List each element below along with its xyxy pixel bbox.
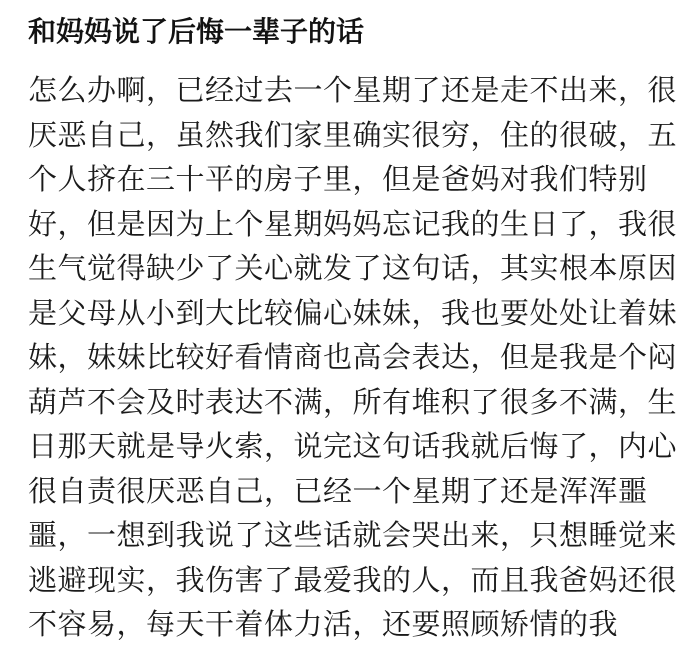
body-line: 逃避现实，我伤害了最爱我的人，而且我爸妈还很 — [28, 562, 678, 597]
body-line: 是父母从小到大比较偏心妹妹，我也要处处让着妹 — [28, 295, 678, 330]
body-line: 日那天就是导火索，说完这句话我就后悔了，内心 — [28, 429, 678, 463]
body-line: 生气觉得缺少了关心就发了这句话，其实根本原因 — [28, 251, 678, 285]
body-line: 不容易，每天干着体力活，还要照顾矫情的我 — [28, 607, 619, 641]
body-line: 厌恶自己，虽然我们家里确实很穷，住的很破，五 — [28, 117, 678, 152]
post-title: 和妈妈说了后悔一辈子的话 — [28, 15, 365, 48]
body-line: 噩，一想到我说了这些话就会哭出来，只想睡觉来 — [28, 518, 678, 552]
body-line: 怎么办啊，已经过去一个星期了还是走不出来，很 — [28, 73, 678, 107]
body-line: 妹，妹妹比较好看情商也高会表达，但是我是个闷 — [28, 340, 678, 374]
body-line: 个人挤在三十平的房子里，但是爸妈对我们特别 — [28, 162, 648, 196]
body-line: 好，但是因为上个星期妈妈忘记我的生日了，我很 — [28, 206, 678, 241]
body-line: 很自责很厌恶自己，已经一个星期了还是浑浑噩 — [28, 473, 648, 508]
post-body — [28, 68, 678, 647]
body-line: 葫芦不会及时表达不满，所有堆积了很多不满，生 — [28, 384, 678, 419]
